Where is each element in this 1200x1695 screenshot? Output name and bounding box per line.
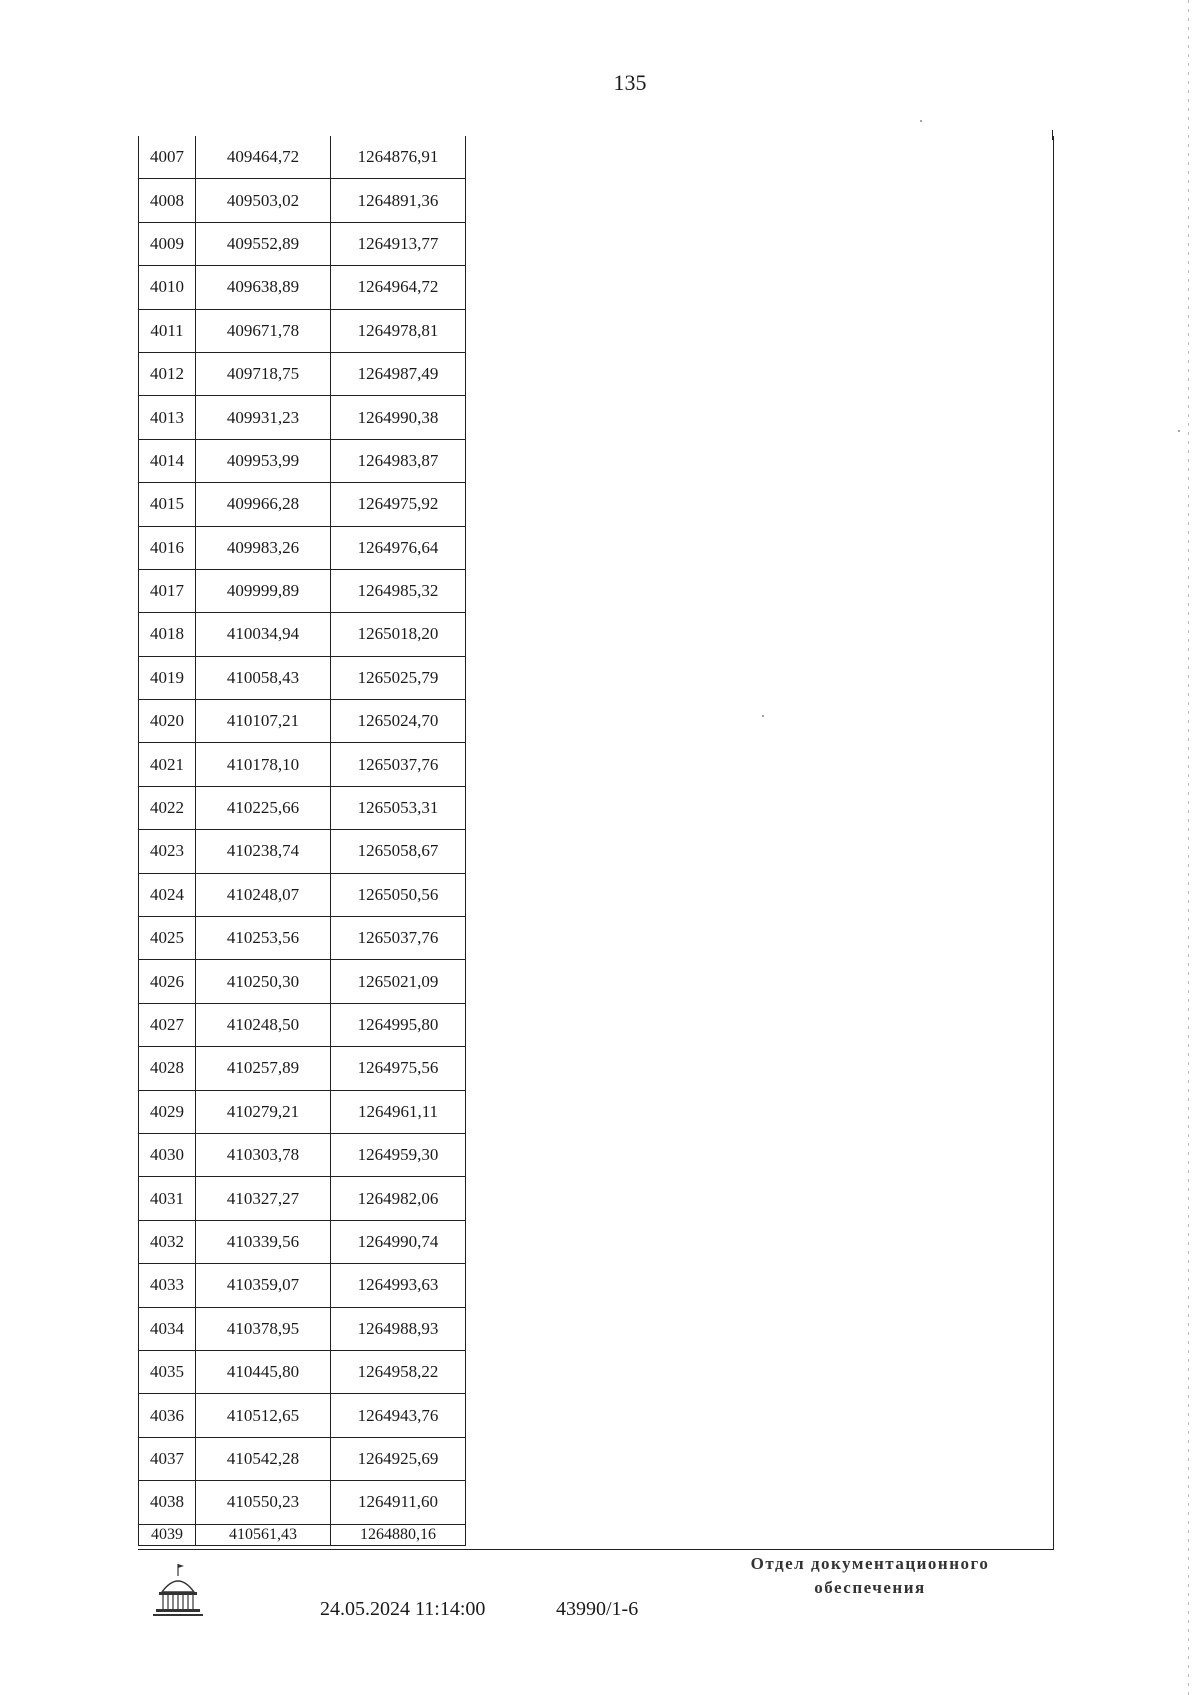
y-coordinate-cell: 1264976,64 [331, 526, 466, 569]
table-row [139, 1264, 466, 1307]
y-coordinate-cell: 1264993,63 [331, 1264, 466, 1307]
y-coordinate-cell: 1264975,92 [331, 483, 466, 526]
y-coordinate-cell: 1265018,20 [331, 613, 466, 656]
table-row [139, 569, 466, 612]
department-stamp [720, 1552, 1020, 1600]
point-number-cell: 4025 [139, 917, 196, 960]
x-coordinate-cell: 409638,89 [196, 266, 331, 309]
y-coordinate-cell: 1264943,76 [331, 1394, 466, 1437]
table-row [139, 1133, 466, 1176]
x-coordinate-cell: 410253,56 [196, 917, 331, 960]
x-coordinate-cell: 409966,28 [196, 483, 331, 526]
table-row [139, 266, 466, 309]
x-coordinate-cell: 410248,07 [196, 873, 331, 916]
point-number-cell: 4010 [139, 266, 196, 309]
table-row [139, 1177, 466, 1220]
y-coordinate-cell: 1264876,91 [331, 136, 466, 179]
x-coordinate-cell: 409718,75 [196, 352, 331, 395]
x-coordinate-cell: 410542,28 [196, 1437, 331, 1480]
y-coordinate-cell: 1265053,31 [331, 786, 466, 829]
table-row [139, 1350, 466, 1393]
x-coordinate-cell: 409464,72 [196, 136, 331, 179]
table-row [139, 1307, 466, 1350]
y-coordinate-cell: 1265025,79 [331, 656, 466, 699]
table-row [139, 917, 466, 960]
table-row [139, 1481, 466, 1524]
point-number-cell: 4027 [139, 1003, 196, 1046]
point-number-cell: 4011 [139, 309, 196, 352]
table-row [139, 1220, 466, 1263]
point-number-cell: 4013 [139, 396, 196, 439]
point-number-cell: 4019 [139, 656, 196, 699]
x-coordinate-cell: 410250,30 [196, 960, 331, 1003]
x-coordinate-cell: 410034,94 [196, 613, 331, 656]
table-row [139, 1437, 466, 1480]
coordinates-table [138, 136, 466, 1546]
table-row [139, 1524, 466, 1545]
y-coordinate-cell: 1265021,09 [331, 960, 466, 1003]
y-coordinate-cell: 1264880,16 [331, 1524, 466, 1545]
x-coordinate-cell: 410339,56 [196, 1220, 331, 1263]
x-coordinate-cell: 410058,43 [196, 656, 331, 699]
point-number-cell: 4038 [139, 1481, 196, 1524]
table-row [139, 222, 466, 265]
table-row [139, 700, 466, 743]
table-row [139, 830, 466, 873]
x-coordinate-cell: 410327,27 [196, 1177, 331, 1220]
point-number-cell: 4037 [139, 1437, 196, 1480]
point-number-cell: 4016 [139, 526, 196, 569]
x-coordinate-cell: 409983,26 [196, 526, 331, 569]
point-number-cell: 4014 [139, 439, 196, 482]
x-coordinate-cell: 410248,50 [196, 1003, 331, 1046]
table-row [139, 439, 466, 482]
point-number-cell: 4028 [139, 1047, 196, 1090]
scan-speck [1178, 430, 1180, 432]
table-row [139, 656, 466, 699]
point-number-cell: 4026 [139, 960, 196, 1003]
x-coordinate-cell: 410257,89 [196, 1047, 331, 1090]
table-row [139, 136, 466, 179]
x-coordinate-cell: 410238,74 [196, 830, 331, 873]
point-number-cell: 4021 [139, 743, 196, 786]
point-number-cell: 4020 [139, 700, 196, 743]
y-coordinate-cell: 1265037,76 [331, 917, 466, 960]
x-coordinate-cell: 410378,95 [196, 1307, 331, 1350]
point-number-cell: 4009 [139, 222, 196, 265]
point-number-cell: 4012 [139, 352, 196, 395]
y-coordinate-cell: 1264925,69 [331, 1437, 466, 1480]
table-row [139, 873, 466, 916]
point-number-cell: 4022 [139, 786, 196, 829]
table-row [139, 1003, 466, 1046]
point-number-cell: 4023 [139, 830, 196, 873]
page-number: 135 [613, 70, 647, 95]
x-coordinate-cell: 410225,66 [196, 786, 331, 829]
y-coordinate-cell: 1265037,76 [331, 743, 466, 786]
table-row [139, 743, 466, 786]
table-row [139, 179, 466, 222]
y-coordinate-cell: 1264988,93 [331, 1307, 466, 1350]
x-coordinate-cell: 410279,21 [196, 1090, 331, 1133]
table-row [139, 396, 466, 439]
point-number-cell: 4030 [139, 1133, 196, 1176]
table-row [139, 526, 466, 569]
y-coordinate-cell: 1264987,49 [331, 352, 466, 395]
point-number-cell: 4007 [139, 136, 196, 179]
point-number-cell: 4039 [139, 1524, 196, 1545]
point-number-cell: 4032 [139, 1220, 196, 1263]
page-frame-corner [1052, 130, 1053, 140]
point-number-cell: 4015 [139, 483, 196, 526]
footer-datetime: 24.05.2024 11:14:00 [320, 1598, 486, 1620]
y-coordinate-cell: 1264982,06 [331, 1177, 466, 1220]
y-coordinate-cell: 1264964,72 [331, 266, 466, 309]
y-coordinate-cell: 1264961,11 [331, 1090, 466, 1133]
scan-speck [920, 120, 922, 122]
scan-edge [1188, 0, 1189, 1695]
y-coordinate-cell: 1264990,74 [331, 1220, 466, 1263]
coordinates-table-body [139, 136, 466, 1545]
table-row [139, 1394, 466, 1437]
x-coordinate-cell: 410178,10 [196, 743, 331, 786]
table-row [139, 613, 466, 656]
department-stamp-line1: Отдел документационного [750, 1554, 990, 1573]
point-number-cell: 4033 [139, 1264, 196, 1307]
x-coordinate-cell: 410512,65 [196, 1394, 331, 1437]
table-row [139, 1047, 466, 1090]
duma-building-logo-icon [150, 1562, 206, 1620]
y-coordinate-cell: 1264891,36 [331, 179, 466, 222]
point-number-cell: 4035 [139, 1350, 196, 1393]
point-number-cell: 4029 [139, 1090, 196, 1133]
point-number-cell: 4031 [139, 1177, 196, 1220]
y-coordinate-cell: 1264995,80 [331, 1003, 466, 1046]
y-coordinate-cell: 1265024,70 [331, 700, 466, 743]
y-coordinate-cell: 1264978,81 [331, 309, 466, 352]
point-number-cell: 4024 [139, 873, 196, 916]
y-coordinate-cell: 1264911,60 [331, 1481, 466, 1524]
x-coordinate-cell: 410445,80 [196, 1350, 331, 1393]
y-coordinate-cell: 1264913,77 [331, 222, 466, 265]
y-coordinate-cell: 1264990,38 [331, 396, 466, 439]
y-coordinate-cell: 1264975,56 [331, 1047, 466, 1090]
y-coordinate-cell: 1265058,67 [331, 830, 466, 873]
table-row [139, 483, 466, 526]
y-coordinate-cell: 1264983,87 [331, 439, 466, 482]
y-coordinate-cell: 1264958,22 [331, 1350, 466, 1393]
point-number-cell: 4017 [139, 569, 196, 612]
y-coordinate-cell: 1265050,56 [331, 873, 466, 916]
point-number-cell: 4034 [139, 1307, 196, 1350]
department-stamp-line2: обеспечения [814, 1578, 926, 1597]
footer-document-number: 43990/1-6 [556, 1598, 639, 1620]
table-row [139, 960, 466, 1003]
x-coordinate-cell: 409931,23 [196, 396, 331, 439]
x-coordinate-cell: 409552,89 [196, 222, 331, 265]
x-coordinate-cell: 410107,21 [196, 700, 331, 743]
table-row [139, 1090, 466, 1133]
table-row [139, 309, 466, 352]
x-coordinate-cell: 409503,02 [196, 179, 331, 222]
x-coordinate-cell: 410550,23 [196, 1481, 331, 1524]
y-coordinate-cell: 1264959,30 [331, 1133, 466, 1176]
x-coordinate-cell: 409999,89 [196, 569, 331, 612]
point-number-cell: 4008 [139, 179, 196, 222]
table-row [139, 352, 466, 395]
table-row [139, 786, 466, 829]
x-coordinate-cell: 409671,78 [196, 309, 331, 352]
point-number-cell: 4018 [139, 613, 196, 656]
x-coordinate-cell: 409953,99 [196, 439, 331, 482]
x-coordinate-cell: 410561,43 [196, 1524, 331, 1545]
x-coordinate-cell: 410359,07 [196, 1264, 331, 1307]
point-number-cell: 4036 [139, 1394, 196, 1437]
y-coordinate-cell: 1264985,32 [331, 569, 466, 612]
x-coordinate-cell: 410303,78 [196, 1133, 331, 1176]
